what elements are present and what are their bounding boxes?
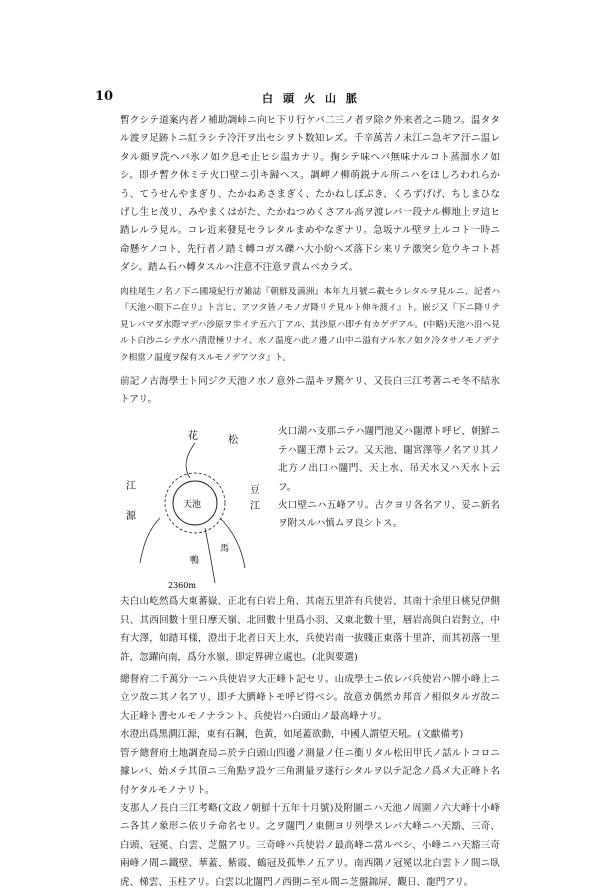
quoted-note: 肉桂尾生ノ名ノ下ニ國境紀行ガ雑誌『朝鮮及満洲』本年九月號ニ載セラレタルヲ見ルニ、記者ハ『天池ハ眼下ニ在リ』ト言ヒ、アツタ皆ノモノガ降リテ見ルト伸キ渡イ』ト。嵌ジ又『下ニ降リテ見レバマダ水際マデハ沙原ヲ歩イテ五六丁アル、其沙原ハ即チ有カゲデアル。(中略)天池ハ沿ヘ見ルト白沙ニシテ水ハ清澄極リナイ、水ノ温度ハ此ノ邊ノ山中ニ溢有ナル氷ノ如ク冷タサノモノデナク相當ノ温度ヲ保有スルモノデアツタ』ト。 <box>120 286 500 364</box>
west-river <box>140 518 160 563</box>
map-and-text <box>120 423 500 593</box>
paragraph-bottom-2: 水澄出爲黑澗江源，東有石鋼，色黃，如尾蓋欲動，中國人謂望天吼。(文獻備考) <box>120 729 464 741</box>
map-label-elevation: 2360m <box>168 581 196 591</box>
page-body <box>120 112 500 892</box>
paragraph-top-1: 暫クシテ道案内者ノ補助調峠ニ向ヒ下リ行ケバ二三ノ者ヲ除ク外来者之ニ随フ。温タタル渡ヲ足跡トニ紅ラシテ冷汗ヲ出セシヲト数知レズ。千辛萬苦ノ末江ニ急ギア汗ニ温レタル顔ヲ洗ヘバ氷ノ如ク息モ止ヒシ温カナリ。掬シテ味ヘバ無味ナルコト蒸溜水ノ如シ。即チ暫ク休ミテ火口壁ニ引キ歸ヘス。調岬ノ柳萌鋭ナル所ニハをほしろわれらかう、てうせんやまぎり、たかねあさまぎく、たかねしぼぶき、くろずげげ、ちしまひなげし生ヒ茂リ、みやまくはがた、たかねつめくさアル高ヲ渡レバ一段ナル柳地上ヲ這ヒ踏レルラ見ル。コレ近来發見セラレタルまめやなぎナリ。急坂ナル壁ヲ上ルコト一時ニ命懸ケノコト、先行者ノ踏ミ轉コガス礫ハ大小紛ヘズ落下シ来リテ激突シ危ウキコト甚ダシ。踏ム石ハ轉タスルハ注意不注意ヲ責ムベカラズ。 <box>120 115 500 274</box>
map-label-d: 鴨 <box>190 556 200 567</box>
map-side-paragraph-1: 火口湖ハ支那ニテハ闥門池又ハ闥潭ト呼ビ、朝鮮ニテハ闥王潭ト云フ。又天池、闥宮澤等ノ名アリ其ノ北方ノ出口ハ闥門、天上水、吊天水又ハ天水ト云フ。 <box>278 426 500 493</box>
north-river <box>186 443 195 478</box>
east-river <box>220 518 245 568</box>
paragraph-mid: 前記ノ古海學士ト同ジク天池ノ水ノ意外ニ温キヲ驚ケリ、又長白三江考著ニモ冬不結氷トアリ。 <box>120 375 500 406</box>
paragraph-bottom-3: 管テ總督府土地調査局ニ於テ白頭山四邊ノ測量ノ任ニ衝リタル松田甲氏ノ話ルトコロニ據レバ、始メテ其頂ニ三角點ヲ設ケ三角測量ヲ遂行シタルヲ以テ記念ノ爲メ大正峰ト名付ケタルモノナリト。 <box>120 747 500 796</box>
classical-quote: 夫白山屹然爲大東蕃嶽、正北有白岩上角、其南五里許有兵使岩、其南十余里日桃兒伊側只、其西回數十里日摩天嶺、北回數十里爲小羽、又東北數十里，層岩高與白岩對立，中有大澤，如踏耳樣，澄出于北者日天上水，兵使岩南一抜賤正東落十里許，而其初落一里許，忽躍向南，爲分水嶺，即定界碑立處也。(北與要選) <box>120 596 500 663</box>
map-label-b: 松 <box>228 435 238 447</box>
south-river <box>205 528 215 583</box>
map-label-a: 花 <box>188 431 198 443</box>
map-label-f: 源 <box>126 511 136 523</box>
map-label-g: 豆 <box>250 485 260 497</box>
map-label-c: 馬 <box>220 544 230 555</box>
map-label-heaven-lake: 天池 <box>183 500 202 511</box>
map-side-paragraph-2: 火口壁ニハ五峰アリ。古クヨリ各名アリ、妥ニ新名ヲ附スルハ慎ムヲ良シトス。 <box>278 500 500 530</box>
paragraph-bottom-4: 支那人ノ長白三江考略(文政ノ朝鮮十五年十月號)及附圖ニハ天池ノ周圍ノ六大峰十小峰ニ各其ノ象形ニ依リテ命名セリ。之ヲ闥門ノ東側ヨリ列學スレバ大峰ニハ天豁、三奇、白頭、冠冕、白雲、芝盤アリ。三奇峰ハ兵使岩ノ最高峰ニ當ルベシ、小峰ニハ天豁三奇兩峰ノ間ニ鐵壁、華蓋、紫霞、鶴冠及孤隼ノ五アリ。南西隅ノ冠冕以北白雲トノ間ニ臥虎、梯雲、玉柱アリ。白雲以北闥門ノ西側ニ至ル間ニ芝盤錦屏、觀日、龍門アリ。 <box>120 802 500 888</box>
page-number: 10 <box>95 89 114 104</box>
map-side-text <box>270 423 500 593</box>
crater-map <box>120 423 270 593</box>
map-label-e: 江 <box>126 481 136 493</box>
paragraph-bottom-1: 總督府二千萬分一ニハ兵使岩ヲ大正峰ト記セリ。山成學士ニ依レバ兵使岩ハ牌小峰上ニ立ツ故ニ其ノ名アリ、即チ大臍峰トモ呼ビ得ベシ。故意カ偶然カ邦音ノ相似タルガ故ニ大正峰ト書セルモノナラント、兵使岩ハ白頭山ノ最高峰ナリ。 <box>120 674 500 722</box>
running-title: 白頭火山脈 <box>262 92 367 105</box>
map-label-h: 江 <box>250 501 260 513</box>
